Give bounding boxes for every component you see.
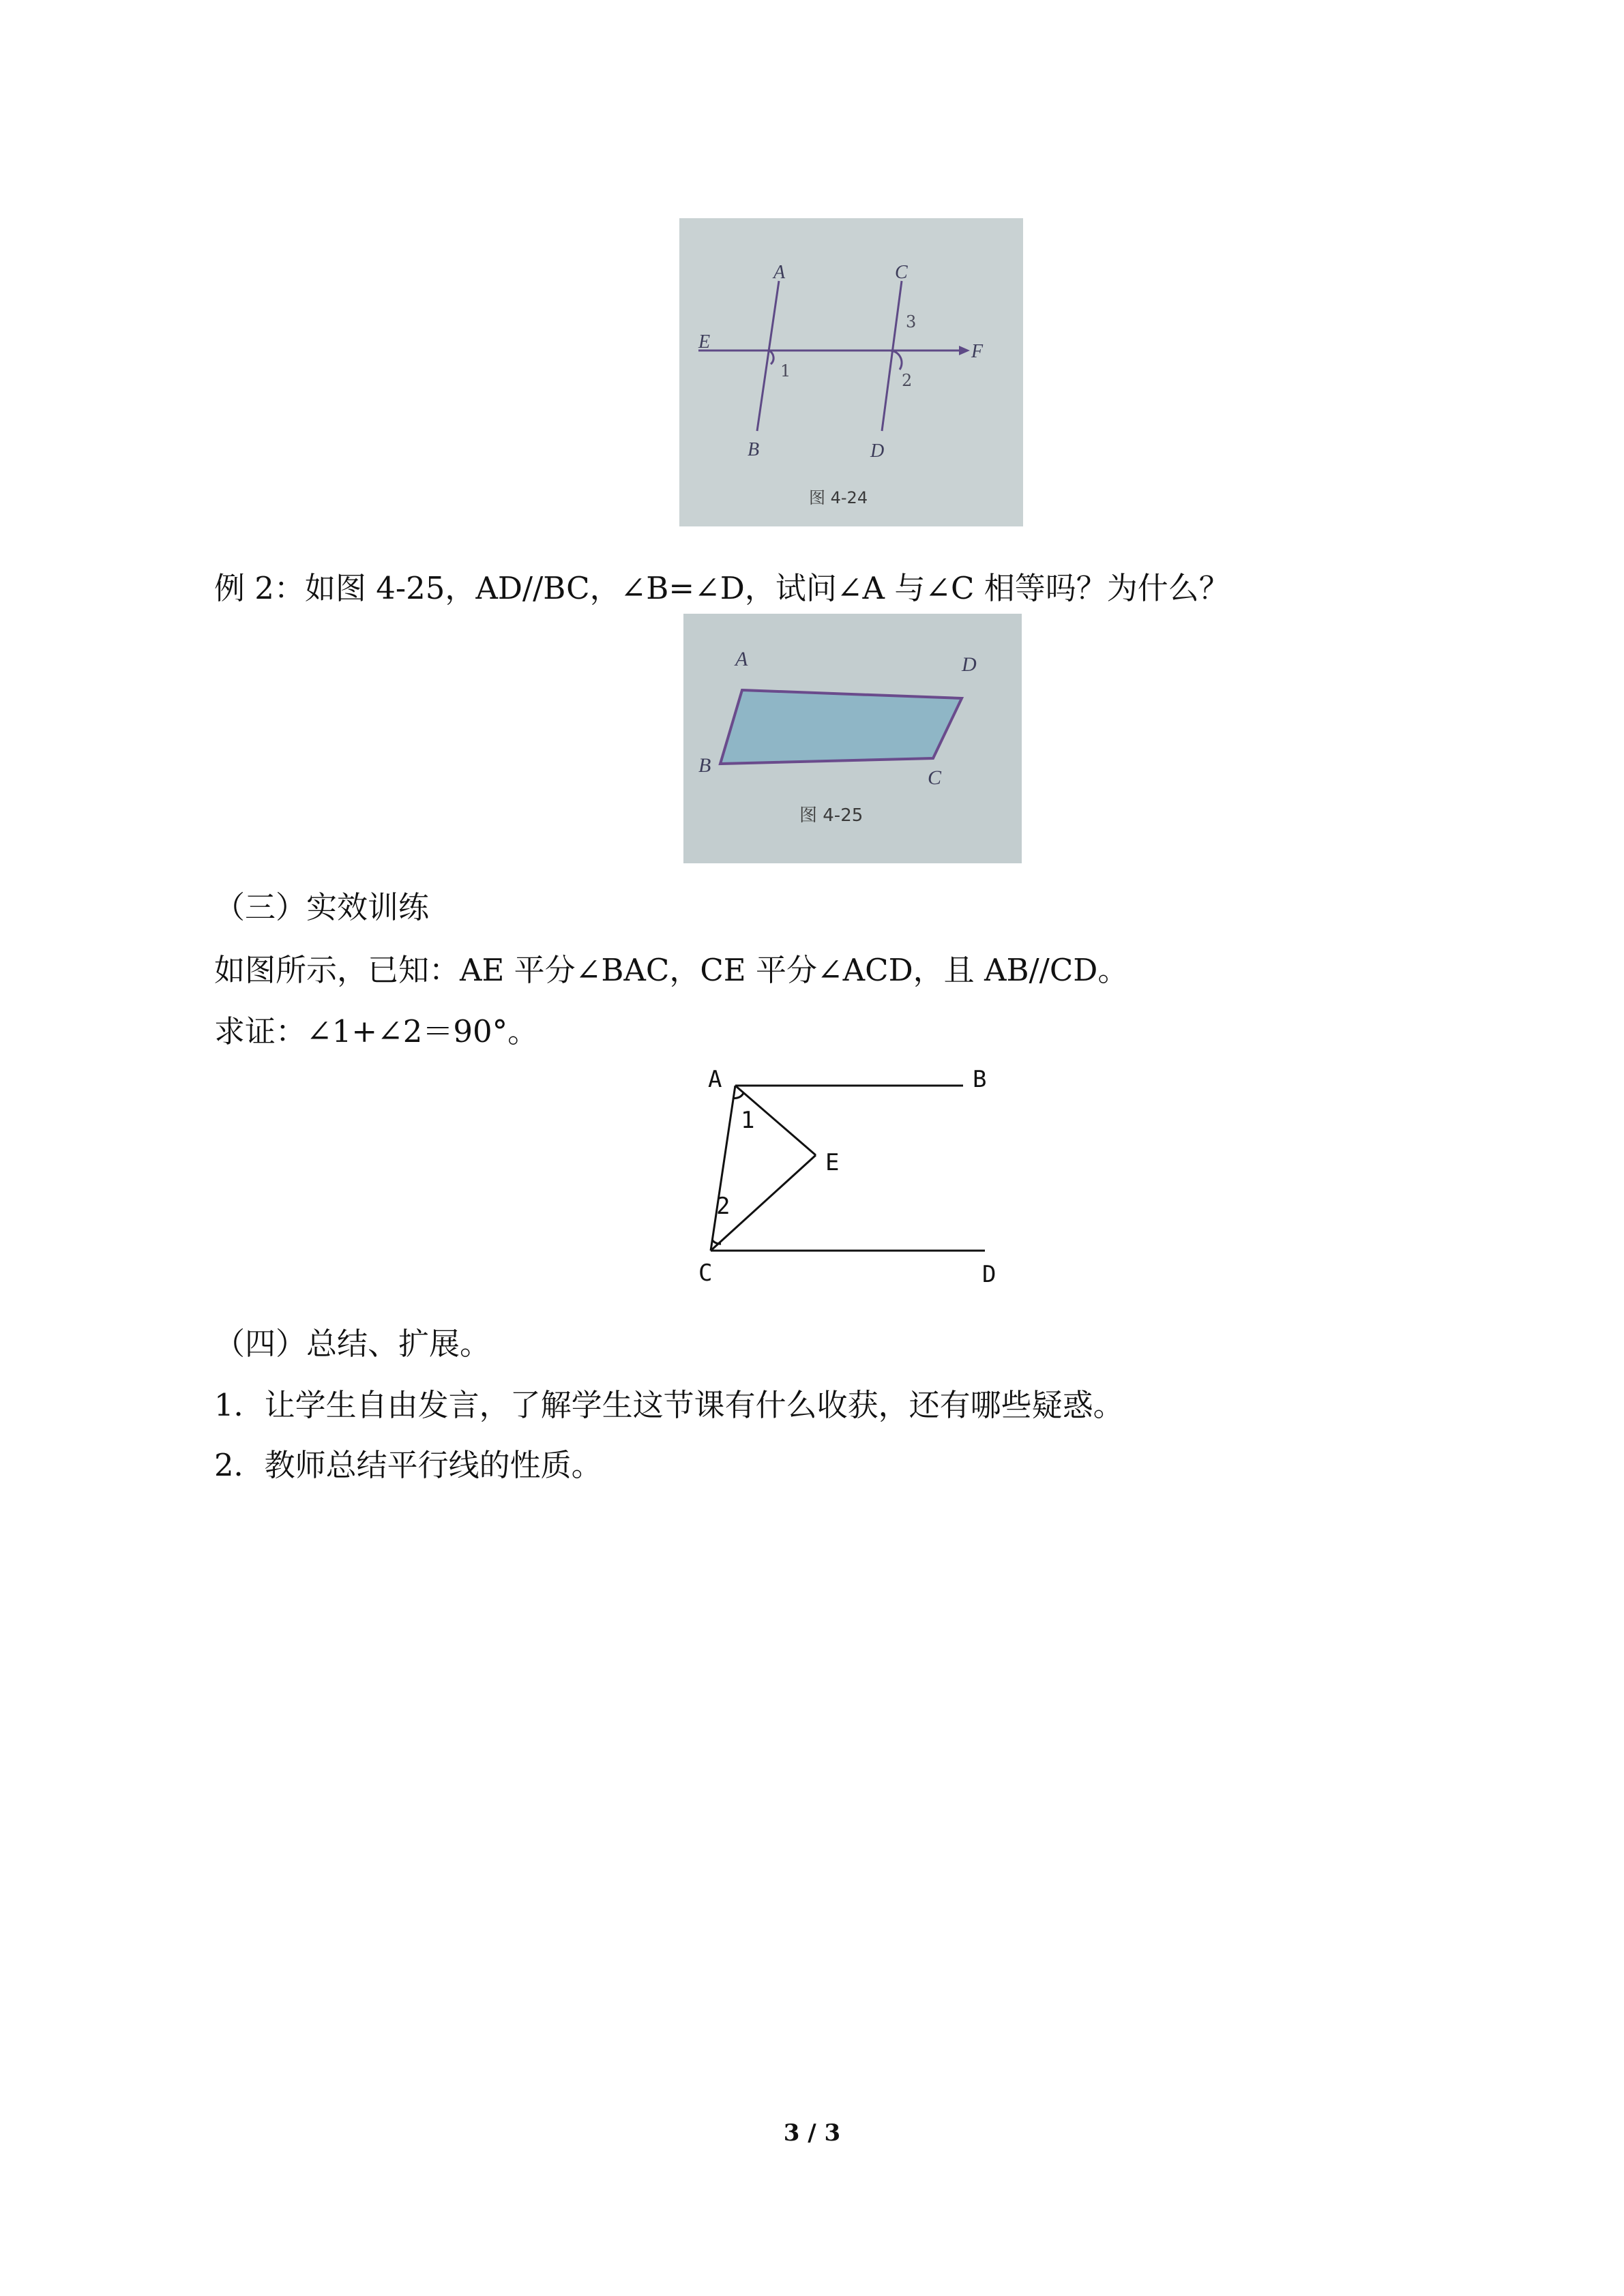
- section-4-heading: （四）总结、扩展。: [214, 1326, 491, 1362]
- label-b: B: [748, 439, 760, 460]
- label-angle-1: 1: [741, 1107, 755, 1134]
- example-2-text: 例 2：如图 4-25，AD//BC，∠B=∠D，试问∠A 与∠C 相等吗？为什么？: [214, 570, 1230, 606]
- figure-4-25: [683, 614, 1022, 863]
- page-number: 3 / 3: [783, 2119, 841, 2147]
- figure-caption: 图 4-24: [809, 488, 868, 507]
- parallelogram-abcd: [720, 690, 962, 764]
- label-a: A: [773, 262, 786, 283]
- line-ab: [757, 281, 779, 431]
- label-c: C: [895, 262, 908, 283]
- figure-3: [689, 1056, 1012, 1315]
- label-b: B: [973, 1066, 987, 1093]
- label-f: F: [971, 341, 984, 362]
- section-3-given: 如图所示，已知：AE 平分∠BAC，CE 平分∠ACD，且 AB//CD。: [214, 952, 1129, 988]
- label-angle-2: 2: [902, 371, 913, 390]
- section-3-prove: 求证：∠1+∠2＝90°。: [214, 1013, 539, 1049]
- figure-3-diagram: [689, 1056, 1012, 1315]
- label-c: C: [928, 766, 942, 789]
- arrow-f: [959, 346, 970, 355]
- label-e: E: [698, 331, 711, 353]
- figure-4-24: [679, 218, 1023, 526]
- label-angle-3: 3: [906, 312, 917, 331]
- label-angle-1: 1: [780, 361, 791, 381]
- segment-ac: [711, 1086, 735, 1251]
- label-a: A: [735, 648, 748, 670]
- label-e: E: [825, 1149, 840, 1176]
- label-b: B: [698, 754, 711, 777]
- section-4-item-2: 2．教师总结平行线的性质。: [214, 1447, 602, 1483]
- label-angle-2: 2: [716, 1193, 730, 1220]
- section-4-item-1: 1．让学生自由发言，了解学生这节课有什么收获，还有哪些疑惑。: [214, 1387, 1124, 1423]
- label-c: C: [698, 1259, 713, 1287]
- label-d: D: [870, 441, 885, 462]
- section-3-heading: （三）实效训练: [214, 889, 430, 925]
- figure-4-25-diagram: [683, 614, 1022, 863]
- figure-4-24-diagram: [679, 218, 1023, 526]
- label-d: D: [982, 1261, 996, 1288]
- label-d: D: [962, 653, 977, 676]
- figure-caption: 图 4-25: [799, 805, 863, 826]
- label-a: A: [708, 1066, 722, 1093]
